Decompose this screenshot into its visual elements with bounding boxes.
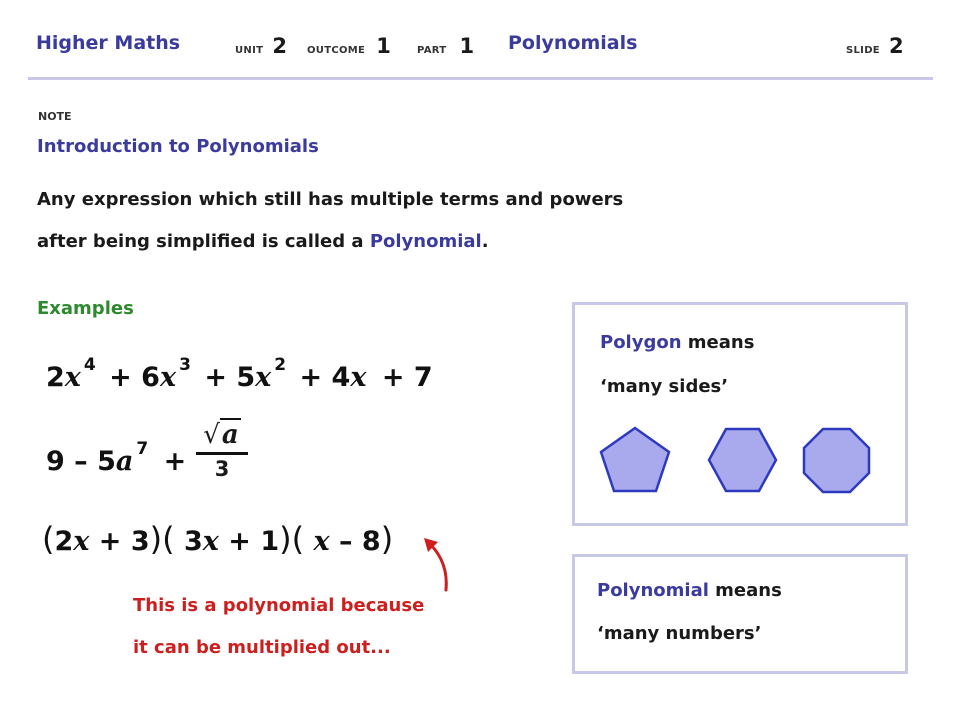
outcome-value: 1 <box>376 34 391 58</box>
expr3-f1-rest: + 3 <box>98 526 150 557</box>
expr3-f1-var: x <box>73 526 90 557</box>
annotation-arrow-icon <box>410 528 470 598</box>
outcome-indicator <box>307 34 391 58</box>
expr1-var-2: x <box>159 362 177 393</box>
polygon-rest: means <box>681 332 755 353</box>
open-paren-icon: ( <box>42 520 55 558</box>
polynomial-meaning: ‘many numbers’ <box>597 623 762 644</box>
polynomial-term: Polynomial <box>369 231 482 252</box>
topic-title: Polynomials <box>508 32 638 54</box>
close-open-paren-icon: )( <box>279 520 305 558</box>
expr1-power-1: 4 <box>83 355 96 375</box>
polygon-definition-box <box>572 302 908 526</box>
slide-indicator <box>846 34 904 58</box>
expr1-term-3: + 5 <box>204 362 256 393</box>
polygon-meaning: ‘many sides’ <box>600 376 729 397</box>
expr1-var-4: x <box>350 362 367 393</box>
fraction <box>196 420 248 483</box>
part-value: 1 <box>459 34 475 58</box>
close-open-paren-icon: )( <box>149 520 175 558</box>
part-indicator <box>417 34 474 58</box>
expr1-var-3: x <box>255 362 272 393</box>
polynomial-line <box>597 580 782 601</box>
octagon-icon <box>804 429 869 492</box>
expr3-f3-rest: – 8 <box>339 526 381 557</box>
expr3-f2-rest: + 1 <box>228 526 280 557</box>
expr1-var-1: x <box>64 362 81 393</box>
expr2-var: a <box>115 446 134 477</box>
polynomial-definition-box <box>572 554 908 674</box>
expr3-f1-coef: 2 <box>54 526 74 557</box>
example-expression-3 <box>42 520 393 558</box>
polygon-term: Polygon <box>600 332 682 353</box>
expr1-term-5: + 7 <box>381 362 433 393</box>
note-label: NOTE <box>38 110 72 123</box>
annotation-line-2: it can be multiplied out... <box>133 637 391 658</box>
polynomial-box-rest: means <box>708 580 782 601</box>
unit-label: UNIT <box>235 45 264 56</box>
fraction-denominator: 3 <box>214 457 230 481</box>
pentagon-icon <box>601 428 669 491</box>
definition-line-2-suffix: . <box>481 231 489 252</box>
definition-line-2 <box>37 231 489 252</box>
expr3-f2-coef: 3 <box>183 526 203 557</box>
course-title: Higher Maths <box>36 32 181 54</box>
header-divider <box>28 77 933 80</box>
expr3-f2-var: x <box>202 526 219 557</box>
expr3-f3-var: x <box>313 526 330 557</box>
part-label: PART <box>417 45 447 56</box>
expr2-lead: 9 – 5 <box>46 446 116 477</box>
polygon-shapes <box>587 423 887 503</box>
expr1-coef-1: 2 <box>46 362 65 393</box>
expr1-term-2: + 6 <box>109 362 160 393</box>
radicand: a <box>221 420 239 450</box>
radical-icon: √ <box>203 420 220 450</box>
definition-line-1: Any expression which still has multiple terms and powers <box>37 189 624 210</box>
polygon-line <box>600 332 754 353</box>
expr1-power-3: 2 <box>274 355 287 375</box>
example-expression-1 <box>46 355 433 393</box>
definition-line-2-prefix: after being simplified is called a <box>37 231 370 252</box>
slide-label: SLIDE <box>846 45 880 56</box>
expr1-power-2: 3 <box>179 355 191 375</box>
fraction-numerator <box>196 420 248 450</box>
note-title: Introduction to Polynomials <box>37 136 319 157</box>
example-expression-2 <box>46 439 187 477</box>
hexagon-icon <box>709 429 776 491</box>
expr2-power: 7 <box>136 439 149 459</box>
unit-indicator <box>235 34 287 58</box>
examples-heading: Examples <box>37 298 134 319</box>
expr2-plus: + <box>163 446 187 477</box>
outcome-label: OUTCOME <box>307 45 366 56</box>
slide-value: 2 <box>889 34 904 58</box>
polynomial-box-term: Polynomial <box>597 580 709 601</box>
close-paren-icon: ) <box>380 520 394 558</box>
unit-value: 2 <box>272 34 287 58</box>
expr1-term-4: + 4 <box>299 362 351 393</box>
annotation-line-1: This is a polynomial because <box>133 595 425 616</box>
